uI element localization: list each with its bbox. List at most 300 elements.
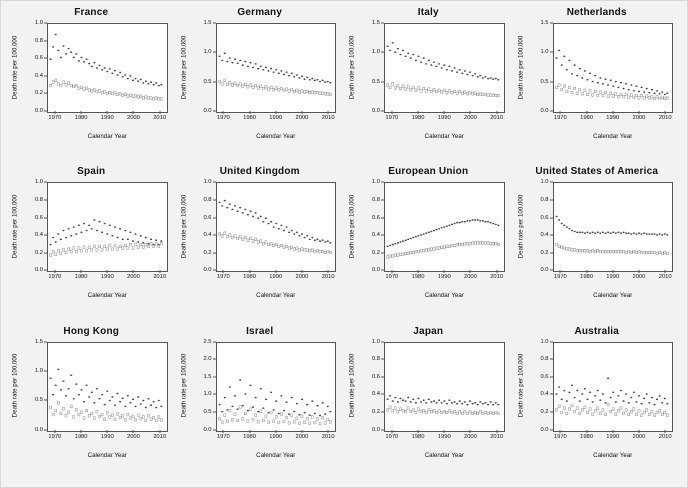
- x-tick-label: 1970: [48, 115, 62, 121]
- y-tick-mark: [381, 341, 384, 342]
- y-axis-label: [178, 182, 190, 270]
- y-tick-mark: [381, 81, 384, 82]
- x-tick-label: 2000: [463, 433, 477, 440]
- panel-title: Japan: [413, 325, 444, 337]
- x-tick-label: 1990: [269, 115, 283, 121]
- x-tick-label: 2010: [321, 433, 335, 440]
- x-tick-mark: [418, 111, 419, 114]
- x-tick-label: 2010: [658, 115, 672, 121]
- x-axis-label: Calendar Year: [424, 451, 464, 459]
- y-tick-mark: [44, 217, 47, 218]
- y-axis-label-text: Death rate per 100,000: [517, 353, 525, 418]
- x-tick-label: 2010: [153, 115, 167, 121]
- x-tick-label: 2000: [295, 115, 309, 121]
- x-tick-mark: [249, 111, 250, 114]
- y-tick-label: 2.0: [203, 356, 212, 363]
- y-tick-mark: [213, 270, 216, 271]
- y-tick-mark: [550, 111, 553, 112]
- y-tick-label: 0.4: [34, 72, 43, 79]
- y-tick-mark: [550, 235, 553, 236]
- y-tick-mark: [44, 341, 47, 342]
- x-tick-mark: [638, 111, 639, 114]
- x-tick-label: 1970: [553, 115, 567, 121]
- x-tick-label: 2000: [632, 115, 646, 121]
- y-tick-label: 0.6: [371, 214, 380, 221]
- x-tick-mark: [560, 430, 561, 433]
- x-tick-mark: [444, 270, 445, 273]
- x-tick-mark: [159, 430, 160, 433]
- x-tick-mark: [328, 430, 329, 433]
- y-tick-mark: [381, 182, 384, 183]
- x-tick-label: 2010: [658, 274, 672, 281]
- y-tick-mark: [550, 270, 553, 271]
- y-tick-label: 1.0: [203, 49, 212, 56]
- x-tick-mark: [391, 430, 392, 433]
- y-tick-mark: [44, 429, 47, 430]
- x-tick-label: 1980: [74, 274, 88, 281]
- y-tick-label: 0.6: [203, 214, 212, 221]
- y-tick-label: 1.5: [540, 20, 549, 26]
- panel-title: United States of America: [535, 166, 659, 178]
- y-tick-mark: [213, 81, 216, 82]
- x-tick-label: 2010: [153, 433, 167, 440]
- x-tick-label: 1970: [385, 274, 399, 281]
- y-tick-label: 0.2: [540, 409, 549, 416]
- x-tick-label: 1970: [48, 433, 62, 440]
- y-tick-mark: [213, 199, 216, 200]
- y-tick-label: 0.0: [34, 267, 43, 274]
- x-tick-label: 1980: [74, 115, 88, 121]
- x-tick-mark: [275, 270, 276, 273]
- y-tick-label: 1.0: [371, 338, 380, 345]
- x-tick-label: 1970: [385, 433, 399, 440]
- y-tick-mark: [381, 359, 384, 360]
- x-tick-mark: [638, 430, 639, 433]
- x-tick-label: 1980: [580, 433, 593, 440]
- x-tick-mark: [665, 111, 666, 114]
- y-tick-mark: [213, 252, 216, 253]
- x-tick-label: 1980: [243, 433, 256, 440]
- y-tick-label: 0.4: [203, 232, 212, 239]
- y-tick-mark: [213, 412, 216, 413]
- x-tick-mark: [470, 270, 471, 273]
- y-tick-label: 0.2: [371, 249, 380, 256]
- y-tick-mark: [44, 400, 47, 401]
- y-tick-label: 1.0: [540, 49, 549, 56]
- y-tick-mark: [381, 429, 384, 430]
- x-axis-label: Calendar Year: [87, 451, 127, 459]
- chart-panel: [7, 5, 176, 164]
- x-tick-mark: [107, 430, 108, 433]
- y-axis-label: [178, 23, 190, 111]
- y-tick-label: 0.8: [203, 196, 212, 203]
- y-tick-mark: [381, 412, 384, 413]
- x-tick-mark: [444, 430, 445, 433]
- panel-title: Netherlands: [566, 7, 627, 18]
- y-tick-mark: [550, 182, 553, 183]
- y-tick-mark: [550, 217, 553, 218]
- x-tick-mark: [496, 430, 497, 433]
- y-axis-label-text: Death rate per 100,000: [348, 35, 356, 99]
- y-tick-label: 0.8: [540, 356, 549, 363]
- axes: [203, 179, 337, 281]
- y-tick-mark: [213, 52, 216, 53]
- y-tick-mark: [550, 23, 553, 24]
- y-tick-mark: [44, 23, 47, 24]
- y-tick-label: 0.0: [371, 267, 380, 274]
- y-axis-label-text: Death rate per 100,000: [11, 35, 19, 99]
- y-tick-label: 0.5: [203, 409, 212, 416]
- x-tick-label: 2010: [321, 274, 335, 281]
- y-tick-mark: [550, 359, 553, 360]
- y-tick-mark: [213, 376, 216, 377]
- y-tick-mark: [381, 376, 384, 377]
- x-tick-mark: [249, 270, 250, 273]
- y-tick-mark: [44, 111, 47, 112]
- x-tick-label: 1990: [100, 274, 114, 281]
- y-tick-label: 0.0: [540, 267, 549, 274]
- y-tick-label: 1.0: [540, 179, 549, 186]
- x-tick-label: 2010: [658, 433, 672, 440]
- x-tick-label: 2000: [295, 274, 309, 281]
- x-tick-mark: [133, 111, 134, 114]
- y-tick-mark: [550, 199, 553, 200]
- axes: [34, 338, 168, 440]
- x-tick-label: 1990: [437, 115, 451, 121]
- x-tick-label: 1980: [243, 274, 256, 281]
- y-tick-mark: [44, 40, 47, 41]
- x-tick-mark: [81, 111, 82, 114]
- x-tick-label: 2000: [632, 274, 646, 281]
- y-axis-label: [515, 182, 527, 270]
- x-axis-label: Calendar Year: [593, 451, 633, 459]
- panel-title: France: [74, 7, 109, 18]
- y-tick-label: 1.0: [203, 179, 212, 186]
- x-axis-label: Calendar Year: [87, 133, 127, 140]
- x-tick-label: 1980: [411, 115, 425, 121]
- y-tick-mark: [550, 81, 553, 82]
- y-tick-label: 1.0: [34, 179, 43, 186]
- y-tick-mark: [550, 394, 553, 395]
- y-tick-label: 1.5: [203, 373, 212, 380]
- y-tick-mark: [213, 394, 216, 395]
- y-tick-mark: [381, 217, 384, 218]
- y-tick-mark: [44, 252, 47, 253]
- y-tick-label: 0.0: [34, 426, 43, 433]
- y-tick-mark: [550, 341, 553, 342]
- x-tick-mark: [470, 111, 471, 114]
- x-tick-mark: [81, 270, 82, 273]
- x-tick-label: 2000: [463, 274, 477, 281]
- y-tick-label: 0.8: [371, 356, 380, 363]
- x-tick-label: 1980: [411, 274, 425, 281]
- x-tick-mark: [391, 270, 392, 273]
- x-tick-label: 1970: [553, 433, 567, 440]
- x-tick-mark: [249, 430, 250, 433]
- x-tick-mark: [107, 270, 108, 273]
- x-tick-mark: [496, 111, 497, 114]
- y-axis-label-text: Death rate per 100,000: [11, 353, 19, 418]
- x-tick-mark: [301, 111, 302, 114]
- x-tick-mark: [54, 111, 55, 114]
- y-tick-mark: [213, 23, 216, 24]
- y-tick-label: 0.2: [34, 90, 43, 97]
- panel-title: Germany: [237, 7, 283, 18]
- axes: [203, 20, 337, 121]
- y-tick-mark: [381, 394, 384, 395]
- y-axis-label-text: Death rate per 100,000: [517, 35, 525, 99]
- axes: [540, 179, 674, 281]
- x-tick-label: 2000: [126, 274, 140, 281]
- axes: [371, 20, 505, 121]
- x-tick-mark: [560, 111, 561, 114]
- y-axis-label: [515, 23, 527, 111]
- x-tick-mark: [54, 430, 55, 433]
- x-tick-mark: [301, 270, 302, 273]
- x-tick-label: 1970: [553, 274, 567, 281]
- chart-panel: [513, 324, 682, 483]
- panel-title: United Kingdom: [219, 166, 300, 178]
- x-tick-label: 1970: [216, 274, 230, 281]
- y-axis-label-text: Death rate per 100,000: [180, 35, 188, 99]
- x-tick-mark: [107, 111, 108, 114]
- x-tick-label: 1990: [606, 274, 620, 281]
- x-tick-mark: [560, 270, 561, 273]
- panel-title: Spain: [77, 166, 106, 178]
- y-axis-label: [9, 342, 21, 430]
- y-tick-mark: [213, 359, 216, 360]
- axes: [203, 338, 337, 440]
- y-tick-mark: [381, 111, 384, 112]
- x-axis-label: Calendar Year: [256, 451, 296, 459]
- y-tick-label: 0.6: [540, 373, 549, 380]
- y-tick-mark: [550, 376, 553, 377]
- y-axis-label: [346, 23, 358, 111]
- y-tick-label: 1.5: [203, 20, 212, 26]
- axes: [540, 20, 674, 121]
- x-tick-mark: [586, 430, 587, 433]
- axes: [34, 179, 168, 281]
- y-tick-label: 1.0: [34, 20, 43, 26]
- y-axis-label-text: Death rate per 100,000: [348, 194, 356, 259]
- y-tick-label: 0.4: [371, 391, 380, 398]
- x-tick-label: 1990: [100, 433, 114, 440]
- y-tick-mark: [213, 111, 216, 112]
- x-tick-mark: [275, 430, 276, 433]
- x-tick-mark: [612, 430, 613, 433]
- x-tick-label: 1980: [74, 433, 88, 440]
- chart-panel: [176, 324, 345, 483]
- y-tick-mark: [213, 235, 216, 236]
- x-tick-label: 1980: [243, 115, 256, 121]
- x-axis-label: Calendar Year: [424, 133, 464, 140]
- x-axis-label: Calendar Year: [256, 133, 296, 140]
- chart-panel: [344, 164, 513, 323]
- x-tick-mark: [638, 270, 639, 273]
- x-tick-label: 2000: [126, 433, 140, 440]
- y-tick-label: 0.0: [203, 267, 212, 274]
- chart-panel: [513, 164, 682, 323]
- x-tick-mark: [133, 270, 134, 273]
- y-tick-label: 0.0: [540, 108, 549, 114]
- chart-panel: [513, 5, 682, 164]
- y-axis-label-text: Death rate per 100,000: [180, 194, 188, 259]
- y-tick-mark: [381, 252, 384, 253]
- y-tick-mark: [44, 270, 47, 271]
- chart-panel: [7, 164, 176, 323]
- x-tick-mark: [665, 270, 666, 273]
- x-tick-mark: [444, 111, 445, 114]
- y-tick-label: 1.0: [203, 391, 212, 398]
- y-tick-label: 0.4: [540, 391, 549, 398]
- x-tick-mark: [81, 430, 82, 433]
- x-tick-mark: [328, 111, 329, 114]
- axes: [540, 338, 674, 440]
- y-axis-label: [9, 182, 21, 270]
- x-tick-label: 1990: [606, 433, 620, 440]
- x-tick-label: 2000: [463, 115, 477, 121]
- x-tick-mark: [54, 270, 55, 273]
- chart-panel: [176, 164, 345, 323]
- x-tick-label: 1990: [437, 274, 451, 281]
- y-tick-mark: [550, 52, 553, 53]
- y-tick-label: 1.5: [34, 338, 43, 345]
- y-tick-label: 0.6: [34, 55, 43, 62]
- x-tick-label: 1980: [580, 274, 593, 281]
- y-tick-label: 0.0: [371, 426, 380, 433]
- chart-panel: [176, 5, 345, 164]
- x-tick-label: 1970: [385, 115, 399, 121]
- x-tick-label: 1990: [437, 433, 451, 440]
- x-tick-label: 2010: [490, 433, 504, 440]
- y-tick-mark: [381, 270, 384, 271]
- y-tick-label: 0.4: [540, 232, 549, 239]
- x-tick-mark: [391, 111, 392, 114]
- x-tick-label: 2010: [321, 115, 335, 121]
- x-tick-label: 1980: [411, 433, 425, 440]
- y-tick-mark: [44, 75, 47, 76]
- y-tick-label: 0.5: [371, 78, 380, 85]
- y-tick-label: 0.6: [34, 214, 43, 221]
- y-tick-mark: [381, 23, 384, 24]
- x-tick-mark: [328, 270, 329, 273]
- axes: [371, 338, 505, 440]
- x-axis-label: Calendar Year: [424, 292, 464, 300]
- x-tick-mark: [275, 111, 276, 114]
- x-tick-mark: [159, 270, 160, 273]
- y-axis-label: [178, 342, 190, 430]
- panel-title: Hong Kong: [63, 325, 120, 337]
- y-tick-mark: [550, 429, 553, 430]
- y-tick-mark: [44, 93, 47, 94]
- y-tick-label: 0.0: [371, 108, 380, 114]
- y-tick-label: 0.8: [371, 196, 380, 203]
- panel-title: Australia: [574, 325, 620, 337]
- x-tick-label: 2000: [632, 433, 646, 440]
- x-axis-label: Calendar Year: [593, 133, 633, 140]
- y-tick-label: 1.0: [34, 367, 43, 374]
- y-tick-label: 0.8: [34, 37, 43, 44]
- y-tick-label: 1.0: [540, 338, 549, 345]
- y-axis-label-text: Death rate per 100,000: [517, 194, 525, 259]
- y-tick-mark: [213, 182, 216, 183]
- y-tick-mark: [213, 429, 216, 430]
- y-tick-label: 1.5: [371, 20, 380, 26]
- x-tick-label: 1970: [48, 274, 62, 281]
- y-tick-mark: [381, 52, 384, 53]
- x-tick-label: 2000: [295, 433, 309, 440]
- y-tick-label: 1.0: [371, 179, 380, 186]
- y-tick-label: 0.0: [34, 108, 43, 114]
- panel-title: Italy: [417, 7, 439, 18]
- panel-title: European Union: [388, 166, 469, 178]
- y-tick-label: 0.5: [203, 78, 212, 85]
- x-tick-mark: [470, 430, 471, 433]
- y-tick-label: 0.0: [203, 108, 212, 114]
- y-tick-label: 0.2: [371, 409, 380, 416]
- y-tick-label: 0.2: [540, 249, 549, 256]
- x-tick-label: 1980: [580, 115, 593, 121]
- x-tick-mark: [159, 111, 160, 114]
- x-tick-label: 1970: [216, 433, 230, 440]
- y-tick-label: 0.5: [540, 78, 549, 85]
- y-tick-label: 0.0: [540, 426, 549, 433]
- y-tick-label: 0.8: [34, 196, 43, 203]
- x-tick-mark: [665, 430, 666, 433]
- chart-panel: [344, 324, 513, 483]
- y-axis-label-text: Death rate per 100,000: [348, 353, 356, 418]
- panel-title: Israel: [246, 325, 274, 337]
- x-axis-label: Calendar Year: [593, 292, 633, 300]
- x-tick-label: 2010: [153, 274, 167, 281]
- y-axis-label: [9, 23, 21, 111]
- x-tick-mark: [418, 270, 419, 273]
- x-tick-mark: [612, 111, 613, 114]
- y-tick-mark: [44, 370, 47, 371]
- y-tick-mark: [44, 235, 47, 236]
- x-tick-label: 1970: [216, 115, 230, 121]
- x-axis-label: Calendar Year: [87, 292, 127, 300]
- y-tick-mark: [550, 412, 553, 413]
- x-tick-mark: [301, 430, 302, 433]
- y-tick-mark: [44, 199, 47, 200]
- y-tick-label: 0.8: [540, 196, 549, 203]
- y-axis-label: [346, 182, 358, 270]
- x-tick-mark: [612, 270, 613, 273]
- y-tick-mark: [381, 235, 384, 236]
- x-tick-label: 2010: [490, 274, 504, 281]
- panel-grid: [7, 5, 681, 483]
- y-axis-label: [515, 342, 527, 430]
- chart-panel: [344, 5, 513, 164]
- chart-panel: [7, 324, 176, 483]
- x-tick-label: 1990: [100, 115, 114, 121]
- x-tick-mark: [496, 270, 497, 273]
- y-tick-label: 2.5: [203, 338, 212, 345]
- x-tick-mark: [586, 270, 587, 273]
- x-tick-mark: [223, 270, 224, 273]
- y-axis-label-text: Death rate per 100,000: [11, 194, 19, 259]
- y-tick-label: 0.4: [34, 232, 43, 239]
- y-tick-label: 0.6: [540, 214, 549, 221]
- y-tick-label: 0.2: [203, 249, 212, 256]
- x-tick-mark: [418, 430, 419, 433]
- x-tick-mark: [586, 111, 587, 114]
- y-tick-mark: [550, 252, 553, 253]
- y-tick-mark: [213, 341, 216, 342]
- x-tick-label: 1990: [606, 115, 620, 121]
- x-axis-label: Calendar Year: [256, 292, 296, 300]
